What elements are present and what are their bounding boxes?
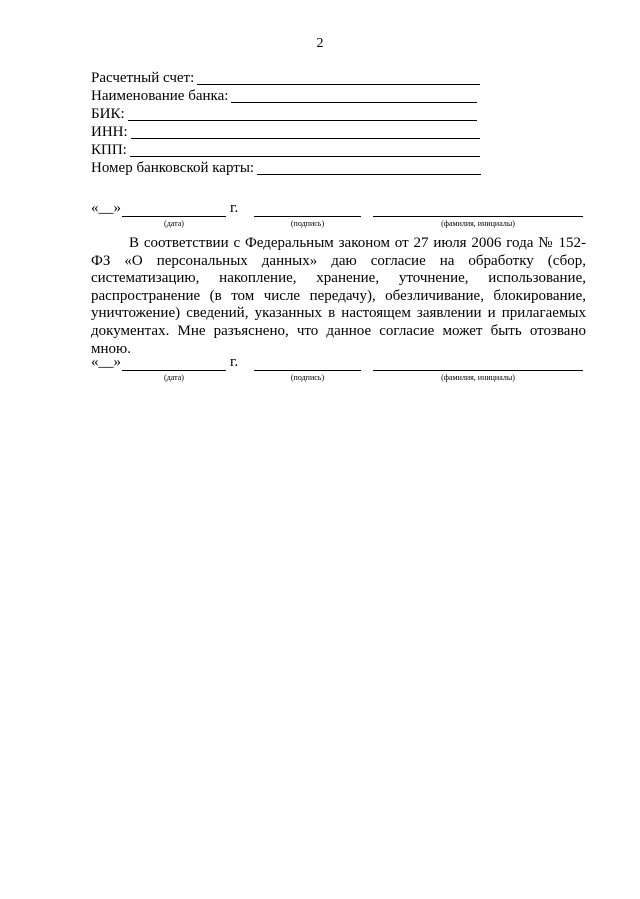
caption-name: (фамилия, инициалы): [441, 219, 515, 228]
date-quote: «__»: [91, 354, 121, 370]
account-number-line[interactable]: [197, 70, 480, 85]
caption-date: (дата): [164, 373, 184, 382]
card-number-line[interactable]: [257, 160, 481, 175]
name-line[interactable]: [373, 216, 583, 217]
card-number-field: [91, 159, 481, 177]
year-suffix: г.: [230, 354, 239, 370]
signature-row-1: [91, 200, 586, 234]
kpp-label: КПП:: [91, 142, 127, 158]
date-line[interactable]: [122, 370, 226, 371]
signature-line[interactable]: [254, 216, 361, 217]
bank-name-label: Наименование банка:: [91, 88, 229, 104]
year-suffix: г.: [230, 200, 239, 216]
caption-signature: (подпись): [290, 373, 325, 382]
page-number: 2: [316, 36, 324, 51]
account-number-label: Расчетный счет:: [91, 70, 195, 86]
inn-field: [91, 123, 480, 141]
caption-name: (фамилия, инициалы): [441, 373, 515, 382]
date-quote: «__»: [91, 200, 121, 216]
account-number-field: [91, 69, 480, 87]
signature-line[interactable]: [254, 370, 361, 371]
consent-paragraph: В соответствии с Федеральным законом от 27 июля 2006 года № 152-ФЗ «О персональных данных» даю согласие на обработку (сбор, систематизацию, накопление, хранение, уточнение, использование, распространение (в том числе передачу), обезличивание, блокирование, уничтожение) сведений, указанных в настоящем заявлении и прилагаемых документах. Мне разъяснено, что данное согласие может быть отозвано мною.: [91, 235, 586, 357]
card-number-label: Номер банковской карты:: [91, 160, 255, 176]
caption-signature: (подпись): [290, 219, 325, 228]
kpp-line[interactable]: [130, 142, 480, 157]
inn-label: ИНН:: [91, 124, 128, 140]
kpp-field: [91, 141, 480, 159]
bank-name-line[interactable]: [231, 88, 477, 103]
bik-field: [91, 105, 477, 123]
bank-name-field: [91, 87, 477, 105]
bik-line[interactable]: [128, 106, 477, 121]
caption-date: (дата): [164, 219, 184, 228]
inn-line[interactable]: [131, 124, 480, 139]
signature-row-2: [91, 354, 586, 388]
name-line[interactable]: [373, 370, 583, 371]
date-line[interactable]: [122, 216, 226, 217]
bik-label: БИК:: [91, 106, 125, 122]
